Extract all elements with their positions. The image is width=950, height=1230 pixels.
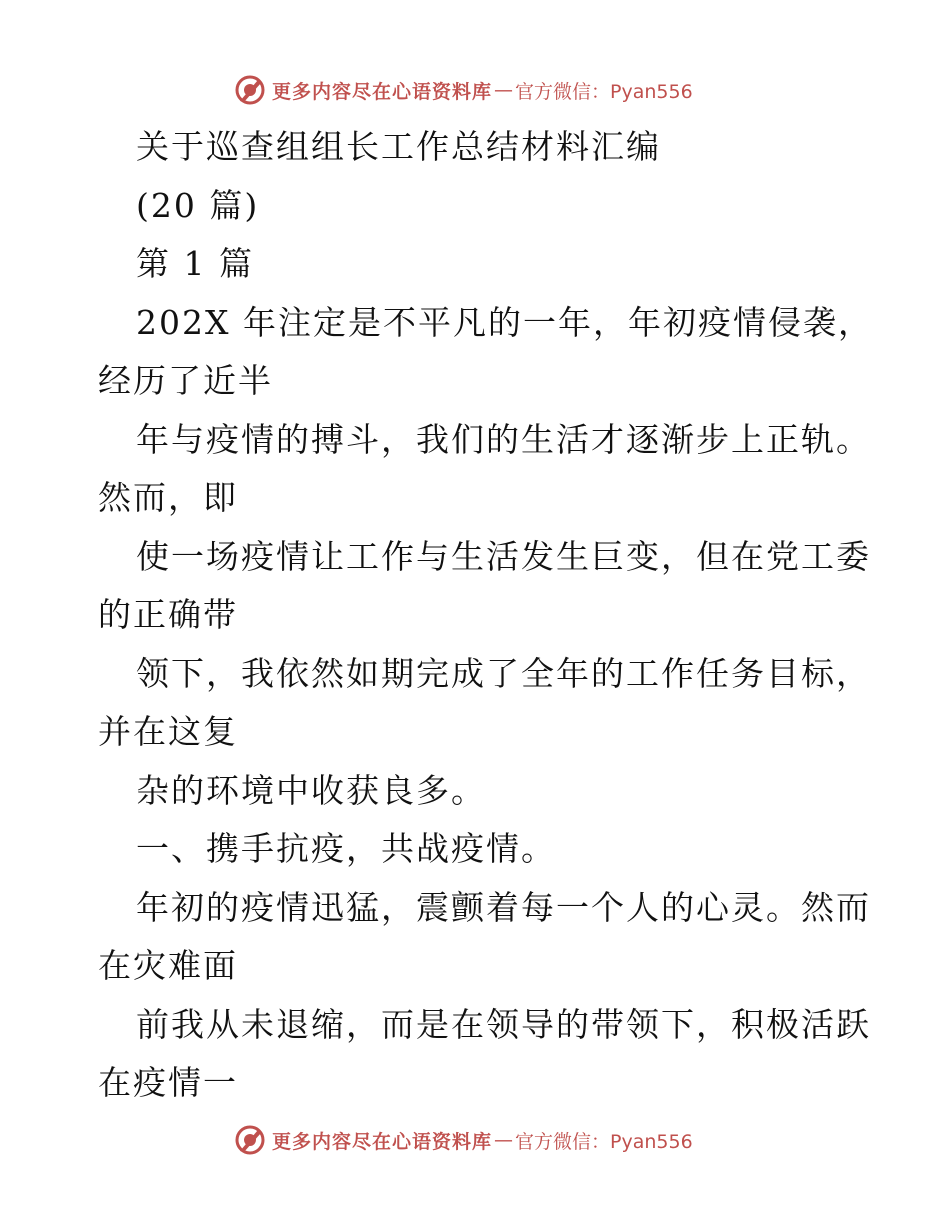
watermark-dash: — (494, 1129, 514, 1151)
text-line: 使一场疫情让工作与生活发生巨变，但在党工委 (136, 536, 871, 576)
text-line: 一、携手抗疫，共战疫情。 (136, 829, 556, 868)
watermark-dash: — (494, 79, 514, 101)
watermark-banner-top (234, 73, 693, 107)
watermark-banner-bottom (234, 1123, 693, 1157)
text-line: 年与疫情的搏斗，我们的生活才逐渐步上正轨。 (136, 419, 871, 459)
document-body (98, 118, 873, 1113)
text-line: 在灾难面 (98, 946, 238, 985)
text-line: 杂的环境中收获良多。 (136, 770, 486, 810)
text-line: 经历了近半 (98, 361, 273, 400)
text-line: 的正确带 (98, 595, 238, 634)
watermark-wechat-text: 官方微信：Pyan556 (515, 80, 693, 103)
text-line: 第 1 篇 (136, 244, 254, 283)
text-line: 202X 年注定是不平凡的一年，年初疫情侵袭， (136, 302, 873, 342)
watermark-main-text: 更多内容尽在心语资料库 (272, 80, 493, 103)
text-line: 领下，我依然如期完成了全年的工作任务目标， (136, 653, 871, 693)
watermark-main-text: 更多内容尽在心语资料库 (272, 1130, 493, 1153)
quill-seal-icon (234, 74, 266, 106)
text-line: 年初的疫情迅猛，震颤着每一个人的心灵。然而 (136, 887, 871, 927)
document-title: 关于巡查组组长工作总结材料汇编 (136, 127, 661, 166)
text-line: 并在这复 (98, 712, 238, 751)
text-line: (20 篇) (136, 185, 260, 225)
watermark-wechat-text: 官方微信：Pyan556 (515, 1130, 693, 1153)
quill-seal-icon (234, 1124, 266, 1156)
text-line: 然而，即 (98, 478, 238, 517)
text-line: 在疫情一 (98, 1063, 238, 1102)
text-line: 前我从未退缩，而是在领导的带领下，积极活跃 (136, 1004, 871, 1044)
